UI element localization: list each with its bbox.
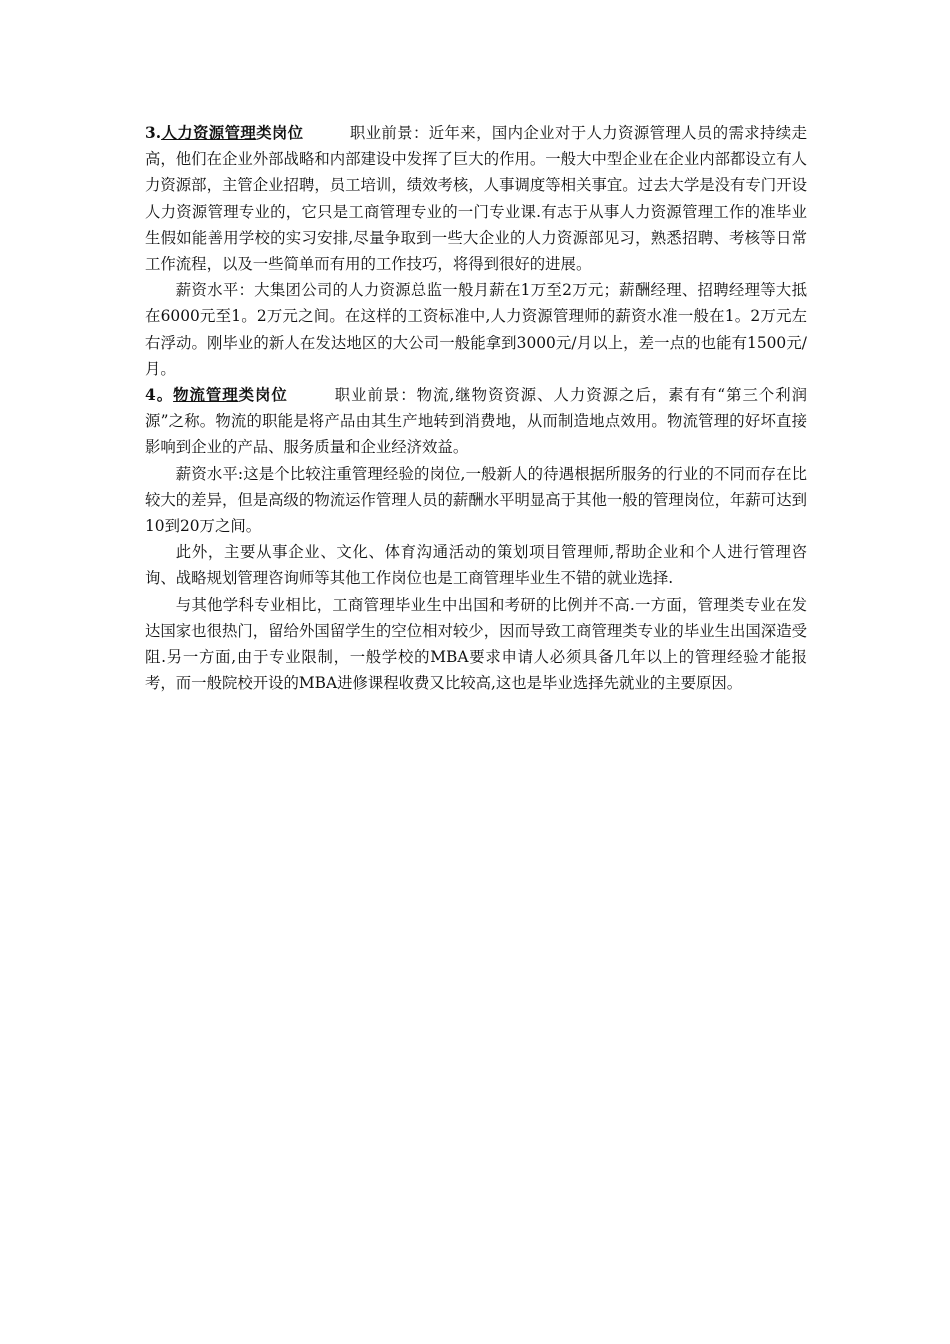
document-page — [145, 120, 807, 696]
comparison-paragraph: 与其他学科专业相比，工商管理毕业生中出国和考研的比例并不高.一方面，管理类专业在发达国家也很热门，留给外国留学生的空位相对较少，因而导致工商管理类专业的毕业生出国深造受阻.另一方面,由于专业限制，一般学校的MBA要求申请人必须具备几年以上的管理经验才能报考，而一般院校开设的MBA进修课程收费又比较高,这也是毕业选择先就业的主要原因。 — [145, 595, 807, 693]
section-4-number: 4。 — [145, 386, 174, 405]
section-3-title — [161, 124, 303, 142]
section-3-title-rest: 类岗位 — [256, 124, 304, 142]
section-4-title — [173, 386, 288, 404]
section-4-salary-paragraph: 薪资水平:这是个比较注重管理经验的岗位,一般新人的待遇根据所服务的行业的不同而存在比较大的差异，但是高级的物流运作管理人员的薪酬水平明显高于其他一般的管理岗位，年薪可达到10到20万之间。 — [145, 464, 807, 536]
section-3-prospect-paragraph — [145, 120, 807, 277]
section-3-prospect-text: 职业前景：近年来，国内企业对于人力资源管理人员的需求持续走高，他们在企业外部战略和内部建设中发挥了巨大的作用。一般大中型企业在企业内部都设立有人力资源部，主管企业招聘，员工培训，绩效考核，人事调度等相关事宜。过去大学是没有专门开设人力资源管理专业的，它只是工商管理专业的一门专业课.有志于从事人力资源管理工作的准毕业生假如能善用学校的实习安排,尽量争取到一些大企业的人力资源部见习，熟悉招聘、考核等日常工作流程，以及一些简单而有用的工作技巧，将得到很好的进展。 — [145, 124, 807, 274]
section-4-title-rest: 类岗位 — [238, 386, 288, 405]
section-3-number: 3. — [145, 124, 162, 142]
section-3-salary-paragraph: 薪资水平：大集团公司的人力资源总监一般月薪在1万至2万元；薪酬经理、招聘经理等大抵在6000元至1。2万元之间。在这样的工资标准中,人力资源管理师的薪资水准一般在1。2万元左右浮动。刚毕业的新人在发达地区的大公司一般能拿到3000元/月以上，差一点的也能有1500元/月。 — [145, 281, 807, 378]
section-4-title-underlined: 物流管理 — [173, 386, 239, 405]
section-3-title-underlined: 人力资源管理 — [161, 124, 257, 142]
other-jobs-paragraph: 此外，主要从事企业、文化、体育沟通活动的策划项目管理师,帮助企业和个人进行管理咨询、战略规划管理咨询师等其他工作岗位也是工商管理毕业生不错的就业选择. — [145, 543, 807, 588]
section-4-prospect-paragraph — [145, 382, 807, 461]
section-4-prospect-text: 职业前景：物流,继物资资源、人力资源之后，素有有“第三个利润源”之称。物流的职能是将产品由其生产地转到消费地，从而制造地点效用。物流管理的好坏直接影响到企业的产品、服务质量和企业经济效益。 — [145, 386, 807, 457]
